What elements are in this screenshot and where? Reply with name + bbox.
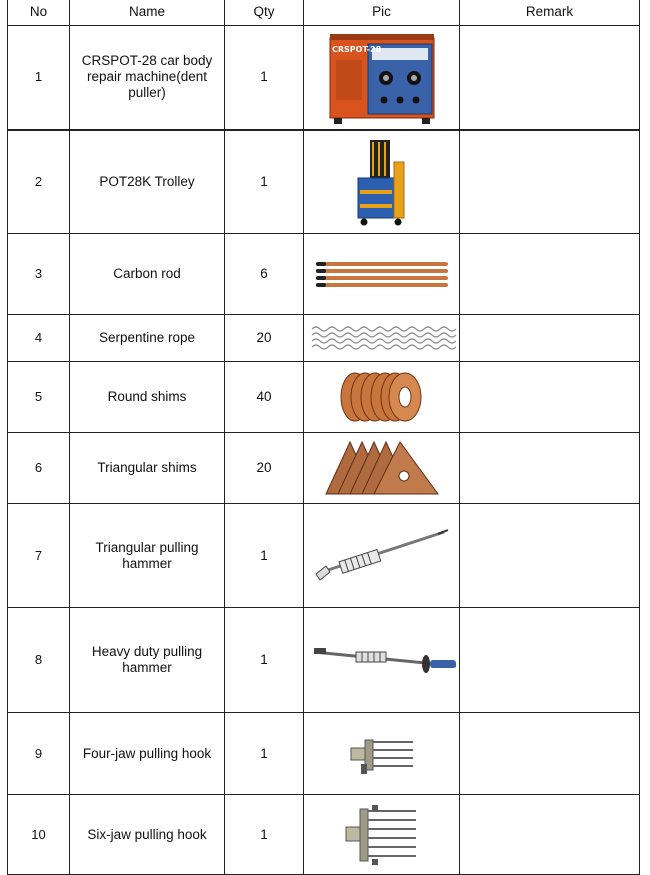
machine-label: CRSPOT-28 <box>331 45 381 55</box>
heavy-duty-pulling-hammer-icon <box>310 640 460 680</box>
triangular-shims-icon <box>320 438 444 498</box>
row-no: 7 <box>8 504 70 608</box>
row-qty: 1 <box>225 608 304 713</box>
row-remark <box>460 234 640 315</box>
round-shims-icon <box>337 369 427 425</box>
header-pic: Pic <box>304 0 460 26</box>
header-qty: Qty <box>225 0 304 26</box>
row-name: CRSPOT-28 car body repair machine(dent puller) <box>70 26 225 130</box>
carbon-rod-icon <box>312 259 452 289</box>
table-row <box>8 26 640 130</box>
row-remark <box>460 315 640 362</box>
row-no: 10 <box>8 795 70 875</box>
row-name: Round shims <box>70 362 225 433</box>
row-no: 9 <box>8 713 70 795</box>
row-pic <box>304 713 460 795</box>
table-row <box>8 713 640 795</box>
trolley-icon <box>352 136 412 228</box>
row-remark <box>460 713 640 795</box>
row-name: Heavy duty pulling hammer <box>70 608 225 713</box>
row-qty: 1 <box>225 130 304 234</box>
row-no: 8 <box>8 608 70 713</box>
row-pic <box>304 795 460 875</box>
row-qty: 1 <box>225 504 304 608</box>
row-pic <box>304 315 460 362</box>
table-row <box>8 130 640 234</box>
row-pic <box>304 130 460 234</box>
row-remark <box>460 504 640 608</box>
row-remark <box>460 362 640 433</box>
row-pic <box>304 504 460 608</box>
row-qty: 40 <box>225 362 304 433</box>
row-name: Four-jaw pulling hook <box>70 713 225 795</box>
table-row <box>8 433 640 504</box>
row-qty: 20 <box>225 315 304 362</box>
row-qty: 1 <box>225 713 304 795</box>
row-name: POT28K Trolley <box>70 130 225 234</box>
row-remark <box>460 608 640 713</box>
row-qty: 6 <box>225 234 304 315</box>
row-no: 2 <box>8 130 70 234</box>
row-pic <box>304 433 460 504</box>
table-row <box>8 608 640 713</box>
row-pic <box>304 234 460 315</box>
triangular-pulling-hammer-icon <box>312 526 452 586</box>
table-row <box>8 315 640 362</box>
header-name: Name <box>70 0 225 26</box>
row-pic <box>304 608 460 713</box>
row-remark <box>460 795 640 875</box>
table-row <box>8 504 640 608</box>
row-pic <box>304 26 460 130</box>
row-pic <box>304 362 460 433</box>
row-qty: 20 <box>225 433 304 504</box>
row-no: 5 <box>8 362 70 433</box>
row-remark <box>460 433 640 504</box>
spot-welder-machine-icon <box>322 28 442 126</box>
table-row <box>8 362 640 433</box>
row-name: Serpentine rope <box>70 315 225 362</box>
header-remark: Remark <box>460 0 640 26</box>
serpentine-rope-icon <box>310 325 458 351</box>
row-name: Carbon rod <box>70 234 225 315</box>
row-no: 6 <box>8 433 70 504</box>
row-remark <box>460 130 640 234</box>
row-no: 1 <box>8 26 70 130</box>
six-jaw-hook-icon <box>342 803 422 867</box>
header-row <box>8 0 640 26</box>
table-row <box>8 234 640 315</box>
parts-table <box>7 0 640 875</box>
row-remark <box>460 26 640 130</box>
row-qty: 1 <box>225 26 304 130</box>
four-jaw-hook-icon <box>347 732 417 776</box>
row-no: 4 <box>8 315 70 362</box>
row-name: Triangular shims <box>70 433 225 504</box>
header-no: No <box>8 0 70 26</box>
table-row <box>8 795 640 875</box>
row-name: Triangular pulling hammer <box>70 504 225 608</box>
row-qty: 1 <box>225 795 304 875</box>
row-name: Six-jaw pulling hook <box>70 795 225 875</box>
row-no: 3 <box>8 234 70 315</box>
